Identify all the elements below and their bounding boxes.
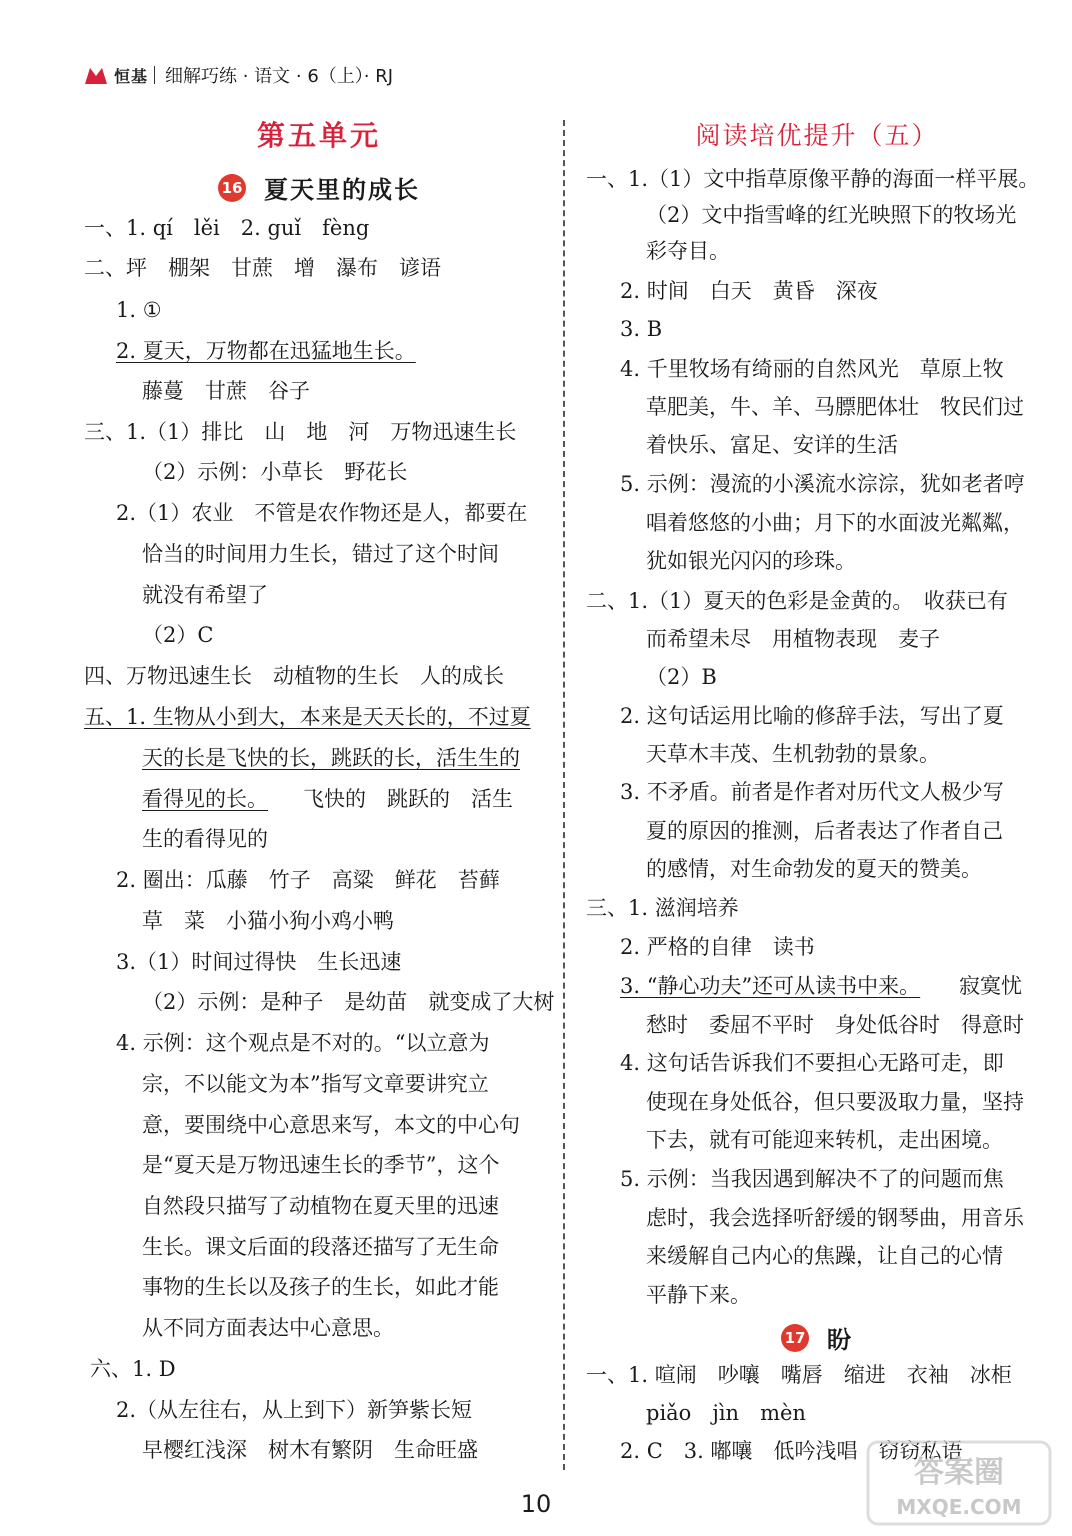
answer-line: 虑时，我会选择听舒缓的钢琴曲，用音乐: [646, 1206, 1024, 1230]
answer-line: 而希望未尽 用植物表现 麦子: [646, 627, 940, 651]
answer-line: 生长。课文后面的段落还描写了无生命: [142, 1235, 499, 1259]
answer-line: 2. 夏天，万物都在迅猛地生长。: [116, 339, 416, 363]
svg-text:MXQE.COM: MXQE.COM: [896, 1495, 1022, 1519]
lesson-title: 盼: [827, 1326, 853, 1354]
answer-line: 六、1. D: [90, 1357, 176, 1381]
answer-line: 下去，就有可能迎来转机，走出困境。: [646, 1128, 1003, 1152]
unit-title: 第五单元: [256, 119, 381, 152]
answer-line: （2）C: [142, 623, 214, 647]
answer-line: 从不同方面表达中心意思。: [142, 1316, 394, 1340]
column-divider: [563, 120, 565, 1470]
lesson-title: 夏天里的成长: [264, 176, 420, 204]
answer-line: 自然段只描写了动植物在夏天里的迅速: [142, 1194, 499, 1218]
answer-line: 是“夏天是万物迅速生长的季节”，这个: [142, 1153, 500, 1177]
answer-line: 犹如银光闪闪的珍珠。: [646, 549, 856, 573]
answer-line: 着快乐、富足、安详的生活: [646, 433, 898, 457]
answer-line: 使现在身处低谷，但只要汲取力量，坚持: [646, 1090, 1024, 1114]
answer-line: 意，要围绕中心意思来写，本文的中心句: [142, 1113, 520, 1137]
answer-line: 三、1.（1）排比 山 地 河 万物迅速生长: [84, 420, 517, 444]
answer-line: （2）示例：小草长 野花长: [142, 460, 408, 484]
answer-line: 二、坪 棚架 甘蔗 增 瀑布 谚语: [84, 256, 441, 280]
answer-line: 3. B: [620, 317, 663, 341]
answer-line: 就没有希望了: [142, 583, 268, 607]
answer-line: 2.（1）农业 不管是农作物还是人，都要在: [116, 501, 528, 525]
answer-line: 寂寞忧: [938, 974, 1022, 998]
svg-text:答案圈: 答案圈: [914, 1455, 1004, 1490]
answer-line: 看得见的长。: [142, 787, 268, 811]
answer-line: piǎo jìn mèn: [646, 1401, 806, 1425]
reading-section-title: 阅读培优提升（五）: [695, 121, 939, 150]
answer-line: 二、1.（1）夏天的色彩是金黄的。 收获已有: [586, 589, 1008, 613]
answer-line: 天草木丰茂、生机勃勃的景象。: [646, 742, 940, 766]
answer-line: 5. 示例：漫流的小溪流水淙淙，犹如老者哼: [620, 472, 1025, 496]
answer-line: 唱着悠悠的小曲；月下的水面波光粼粼，: [646, 511, 1024, 535]
answer-line: 草肥美，牛、羊、马膘肥体壮 牧民们过: [646, 395, 1024, 419]
answer-line: 事物的生长以及孩子的生长，如此才能: [142, 1275, 499, 1299]
answer-line: 一、1.（1）文中指草原像平静的海面一样平展。: [586, 167, 1040, 191]
answer-line: 三、1. 滋润培养: [586, 896, 739, 920]
answer-line: 早樱红浅深 树木有繁阴 生命旺盛: [142, 1438, 478, 1462]
answer-line: （2）文中指雪峰的红光映照下的牧场光: [646, 203, 1017, 227]
answer-line: 的感情，对生命勃发的夏天的赞美。: [646, 857, 982, 881]
answer-line: 恰当的时间用力生长，错过了这个时间: [142, 542, 499, 566]
answer-line: 飞快的 跳跃的 活生: [282, 787, 513, 811]
lesson-17-heading: [586, 1320, 1048, 1355]
lesson-number-badge: 17: [781, 1324, 809, 1352]
page-number: 10: [520, 1490, 552, 1518]
answer-line: 5. 示例：当我因遇到解决不了的问题而焦: [620, 1167, 1004, 1191]
lesson-16-heading: [84, 170, 554, 205]
answer-line: 4. 示例：这个观点是不对的。“以立意为: [116, 1031, 490, 1055]
answer-line: 3. 不矛盾。前者是作者对历代文人极少写: [620, 780, 1004, 804]
answer-line: 五、1. 生物从小到大，本来是天天长的，不过夏: [84, 705, 531, 729]
answer-line: 来缓解自己内心的焦躁，让自己的心情: [646, 1244, 1003, 1268]
answer-line: 2. C 3. 嘟嚷 低吟浅唱 窃窃私语: [620, 1439, 963, 1463]
watermark-logo-icon: [864, 1438, 1054, 1528]
answer-line: 宗，不以能文为本”指写文章要讲究立: [142, 1072, 489, 1096]
answer-line: 彩夺目。: [646, 239, 730, 263]
answer-line: 四、万物迅速生长 动植物的生长 人的成长: [84, 664, 504, 688]
answer-line: 夏的原因的推测，后者表达了作者自己: [646, 819, 1003, 843]
answer-line: 藤蔓 甘蔗 谷子: [142, 379, 310, 403]
header-divider: [154, 66, 155, 84]
brand-logo-icon: [84, 64, 108, 86]
answer-line: 一、1. 喧闹 吵嚷 嘴唇 缩进 衣袖 冰柜: [586, 1363, 1012, 1387]
answer-line: 3.（1）时间过得快 生长迅速: [116, 950, 402, 974]
lesson-number-badge: 16: [218, 174, 246, 202]
answer-line: 天的长是飞快的长，跳跃的长，活生生的: [142, 746, 520, 770]
answer-line: 4. 这句话告诉我们不要担心无路可走，即: [620, 1051, 1004, 1075]
answer-line: 愁时 委屈不平时 身处低谷时 得意时: [646, 1013, 1024, 1037]
page-header: [84, 58, 393, 92]
answer-line: （2）B: [646, 665, 717, 689]
answer-line: 1. ①: [116, 298, 162, 322]
answer-line: 一、1. qí lěi 2. guǐ fèng: [84, 216, 370, 240]
answer-line: 2. 严格的自律 读书: [620, 935, 815, 959]
answer-line: 2.（从左往右，从上到下）新笋紫长短: [116, 1398, 473, 1422]
answer-line: 4. 千里牧场有绮丽的自然风光 草原上牧: [620, 357, 1004, 381]
answer-line: 草 菜 小猫小狗小鸡小鸭: [142, 909, 394, 933]
brand-name: 恒基: [114, 66, 149, 86]
answer-line: 2. 时间 白天 黄昏 深夜: [620, 279, 878, 303]
book-title: 细解巧练 · 语文 · 6（上）· RJ: [165, 66, 394, 87]
answer-line: （2）示例：是种子 是幼苗 就变成了大树: [142, 990, 555, 1014]
answer-line: 2. 这句话运用比喻的修辞手法，写出了夏: [620, 704, 1004, 728]
answer-line: 平静下来。: [646, 1283, 751, 1307]
answer-line: 生的看得见的: [142, 827, 268, 851]
answer-line: 2. 圈出：瓜藤 竹子 高粱 鲜花 苔藓: [116, 868, 500, 892]
answer-line: 3. “静心功夫”还可从读书中来。: [620, 974, 921, 998]
